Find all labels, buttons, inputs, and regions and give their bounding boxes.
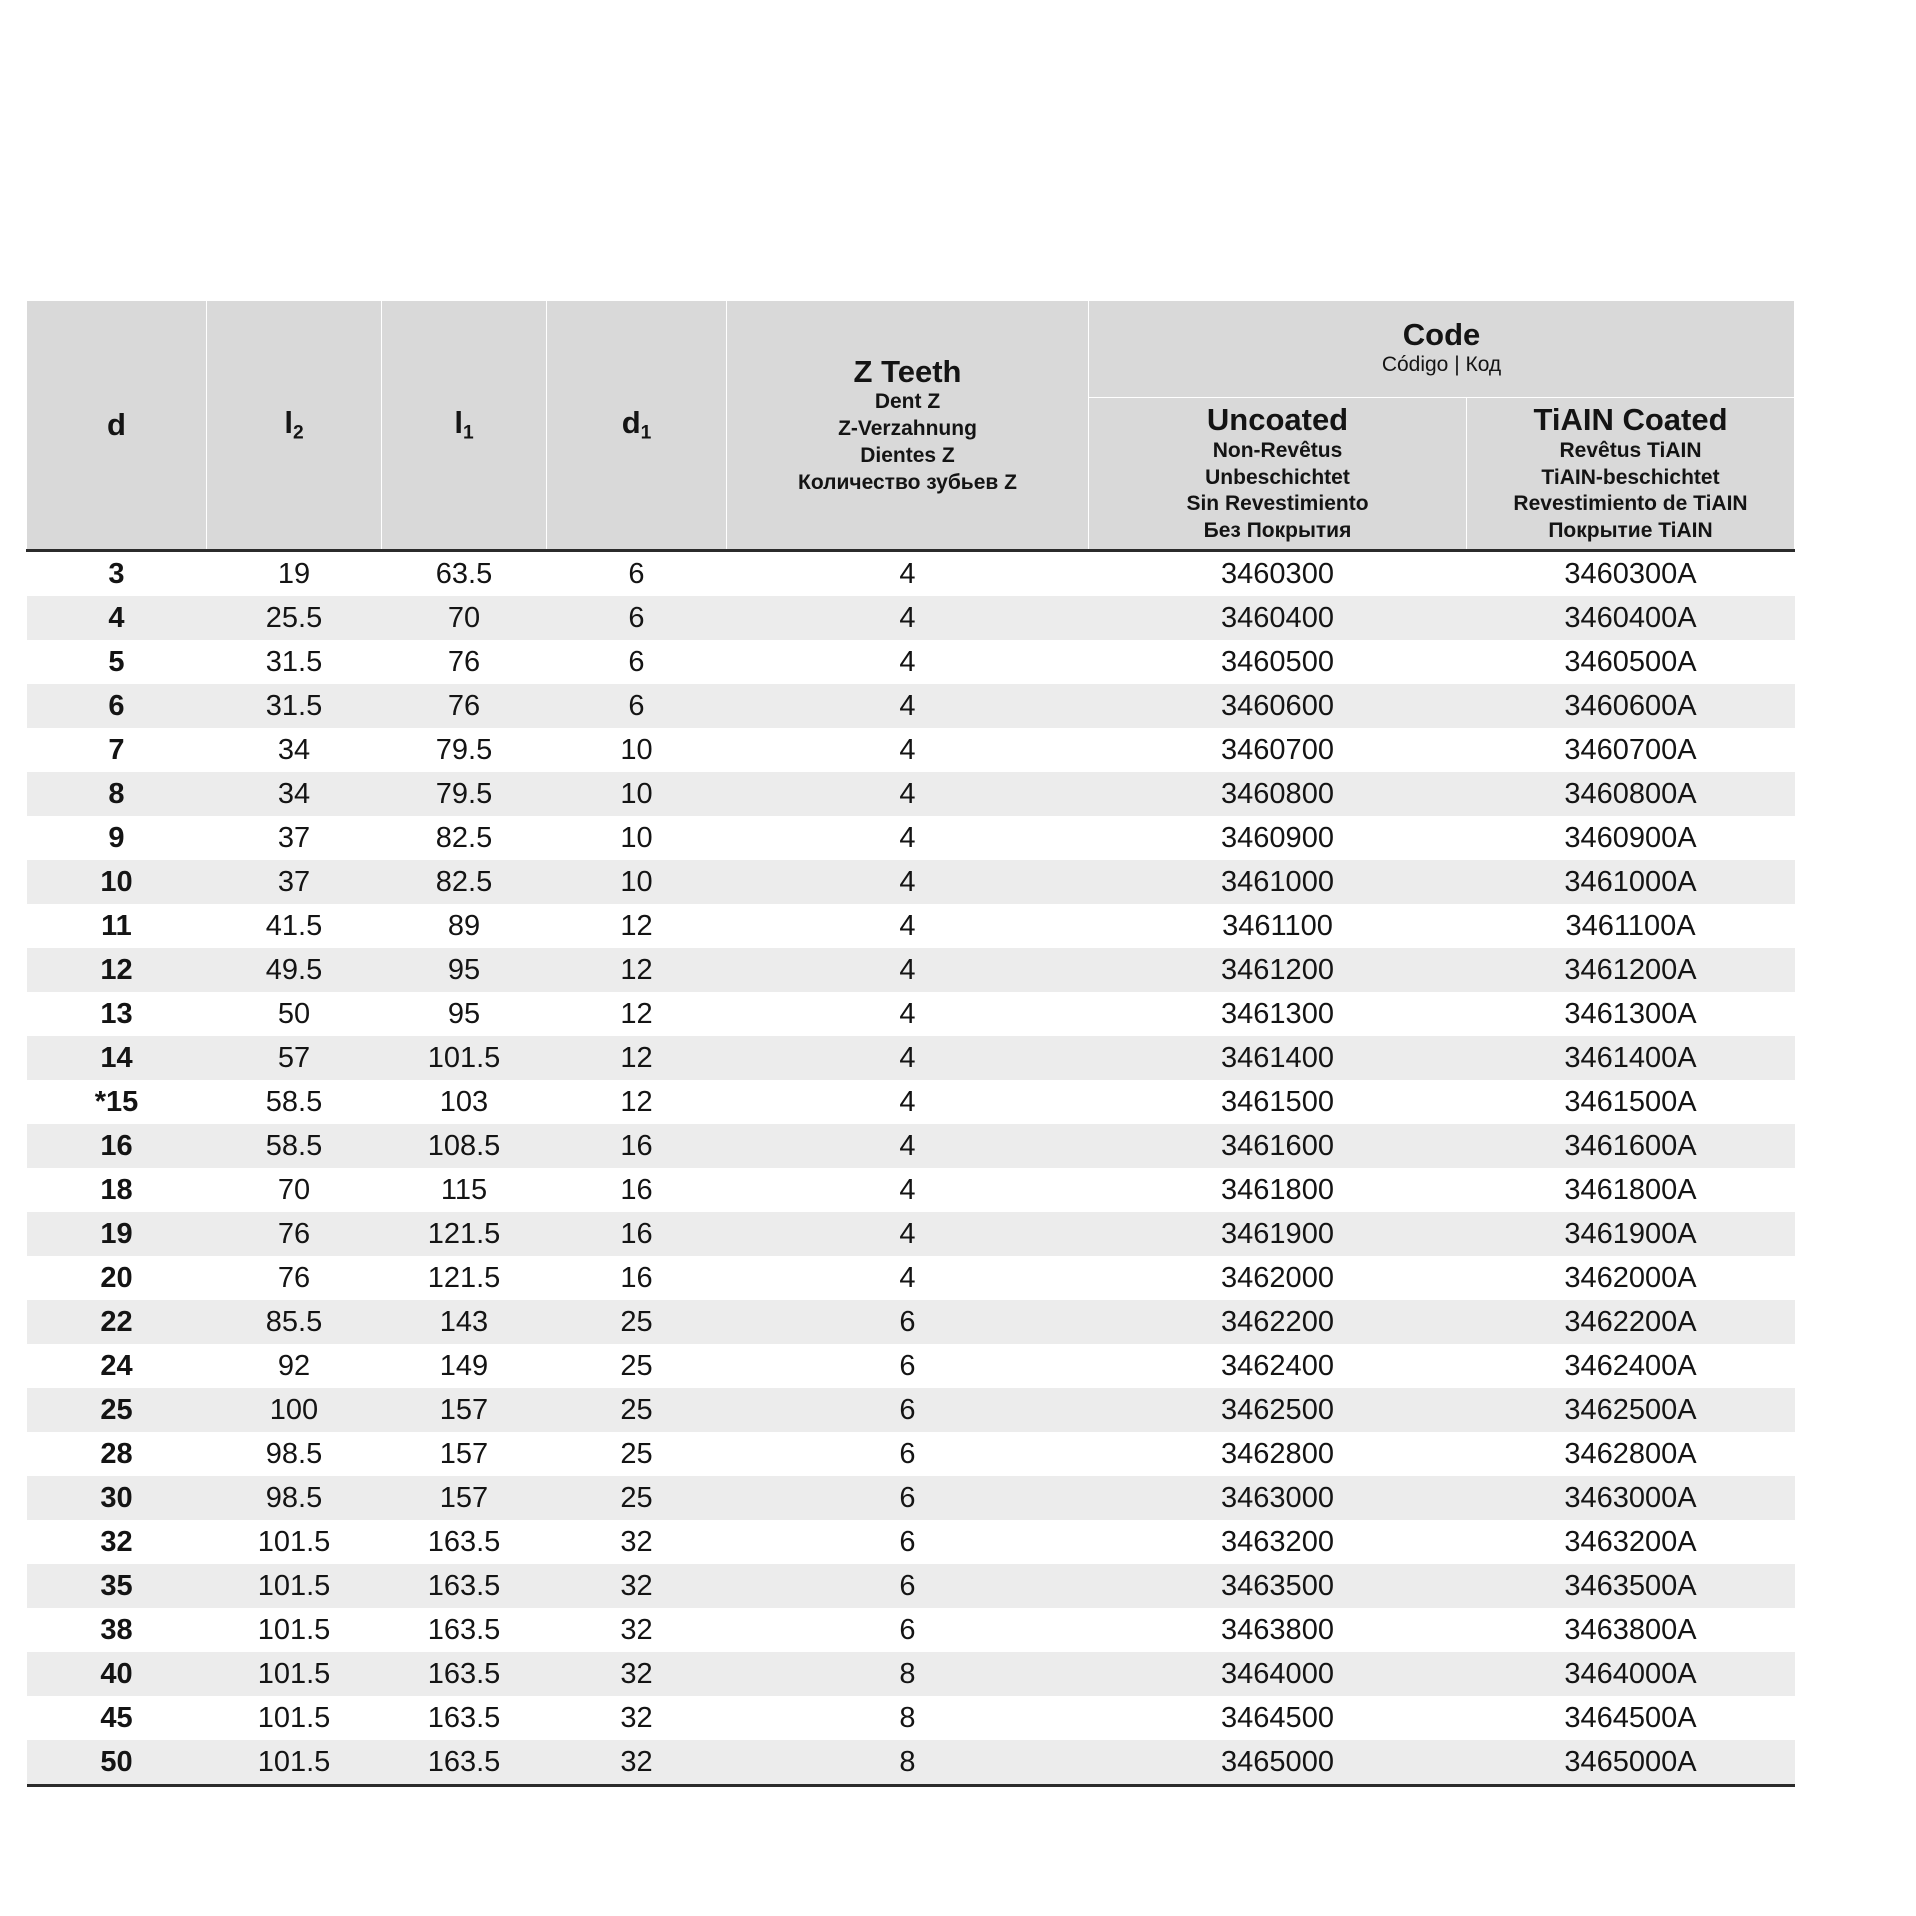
cell-code-uncoated: 3461000 [1089, 860, 1467, 904]
table-row [27, 1344, 1795, 1388]
cell-d1: 10 [547, 772, 727, 816]
cell-code-uncoated: 3464500 [1089, 1696, 1467, 1740]
cell-l2: 85.5 [207, 1300, 382, 1344]
cell-d: 28 [27, 1432, 207, 1476]
table-row [27, 816, 1795, 860]
cell-z-teeth: 4 [727, 596, 1089, 640]
cell-d1: 10 [547, 860, 727, 904]
cell-l1: 163.5 [382, 1564, 547, 1608]
column-header-l2: $l_2$ [207, 301, 382, 551]
cell-l1: 70 [382, 596, 547, 640]
cell-code-coated: 3465000A [1467, 1740, 1795, 1786]
cell-z-teeth: 4 [727, 904, 1089, 948]
table-row [27, 1696, 1795, 1740]
cell-d: 3 [27, 551, 207, 597]
cell-l2: 101.5 [207, 1564, 382, 1608]
cell-l1: 121.5 [382, 1212, 547, 1256]
cell-l1: 101.5 [382, 1036, 547, 1080]
table-row [27, 596, 1795, 640]
cell-code-uncoated: 3463000 [1089, 1476, 1467, 1520]
cell-code-uncoated: 3460600 [1089, 684, 1467, 728]
cell-code-coated: 3461300A [1467, 992, 1795, 1036]
cell-d1: 25 [547, 1432, 727, 1476]
cell-d1: 12 [547, 992, 727, 1036]
table-row [27, 948, 1795, 992]
table-row [27, 1256, 1795, 1300]
cell-l1: 115 [382, 1168, 547, 1212]
cell-code-coated: 3460700A [1467, 728, 1795, 772]
cell-l1: 163.5 [382, 1652, 547, 1696]
cell-code-coated: 3462000A [1467, 1256, 1795, 1300]
table-row [27, 1432, 1795, 1476]
cell-l1: 82.5 [382, 816, 547, 860]
cell-code-uncoated: 3463500 [1089, 1564, 1467, 1608]
table-row [27, 1124, 1795, 1168]
cell-d: 4 [27, 596, 207, 640]
cell-l1: 95 [382, 992, 547, 1036]
cell-code-uncoated: 3462200 [1089, 1300, 1467, 1344]
cell-l2: 37 [207, 860, 382, 904]
table-row [27, 860, 1795, 904]
cell-l2: 37 [207, 816, 382, 860]
cell-l1: 79.5 [382, 728, 547, 772]
cell-z-teeth: 4 [727, 1168, 1089, 1212]
cell-z-teeth: 6 [727, 1476, 1089, 1520]
cell-code-uncoated: 3461300 [1089, 992, 1467, 1036]
cell-d: 5 [27, 640, 207, 684]
cell-code-coated: 3460600A [1467, 684, 1795, 728]
cell-z-teeth: 4 [727, 551, 1089, 597]
table-body [27, 551, 1795, 1786]
table-row [27, 772, 1795, 816]
cell-z-teeth: 4 [727, 728, 1089, 772]
cell-d: 8 [27, 772, 207, 816]
cell-l1: 82.5 [382, 860, 547, 904]
cell-d1: 32 [547, 1652, 727, 1696]
cell-code-coated: 3461500A [1467, 1080, 1795, 1124]
table-row [27, 1564, 1795, 1608]
column-header-d1: $d_1$ [547, 301, 727, 551]
cell-code-coated: 3464000A [1467, 1652, 1795, 1696]
cell-d: 12 [27, 948, 207, 992]
cell-l2: 31.5 [207, 640, 382, 684]
cell-z-teeth: 4 [727, 860, 1089, 904]
cell-d1: 25 [547, 1476, 727, 1520]
cell-z-teeth: 8 [727, 1696, 1089, 1740]
cell-z-teeth: 4 [727, 1124, 1089, 1168]
cell-code-coated: 3461100A [1467, 904, 1795, 948]
cell-d1: 12 [547, 1080, 727, 1124]
cell-d1: 16 [547, 1124, 727, 1168]
cell-l2: 98.5 [207, 1476, 382, 1520]
specification-table [26, 300, 1795, 1787]
table-row [27, 992, 1795, 1036]
cell-d: 6 [27, 684, 207, 728]
cell-d: 14 [27, 1036, 207, 1080]
cell-l1: 157 [382, 1432, 547, 1476]
cell-code-coated: 3460800A [1467, 772, 1795, 816]
cell-z-teeth: 4 [727, 684, 1089, 728]
cell-z-teeth: 4 [727, 640, 1089, 684]
cell-z-teeth: 8 [727, 1740, 1089, 1786]
cell-code-coated: 3462500A [1467, 1388, 1795, 1432]
cell-code-uncoated: 3462400 [1089, 1344, 1467, 1388]
table-row [27, 1080, 1795, 1124]
table-row [27, 1740, 1795, 1786]
table-row [27, 1036, 1795, 1080]
cell-code-coated: 3463000A [1467, 1476, 1795, 1520]
cell-z-teeth: 8 [727, 1652, 1089, 1696]
cell-code-uncoated: 3463200 [1089, 1520, 1467, 1564]
cell-l1: 157 [382, 1388, 547, 1432]
cell-d: 25 [27, 1388, 207, 1432]
cell-d1: 16 [547, 1212, 727, 1256]
cell-z-teeth: 4 [727, 1256, 1089, 1300]
cell-code-coated: 3460400A [1467, 596, 1795, 640]
cell-l2: 101.5 [207, 1652, 382, 1696]
cell-l2: 76 [207, 1256, 382, 1300]
cell-d: 24 [27, 1344, 207, 1388]
table-row [27, 684, 1795, 728]
cell-code-coated: 3461900A [1467, 1212, 1795, 1256]
cell-d: 45 [27, 1696, 207, 1740]
cell-z-teeth: 4 [727, 816, 1089, 860]
cell-code-coated: 3463200A [1467, 1520, 1795, 1564]
cell-z-teeth: 4 [727, 992, 1089, 1036]
cell-d: 40 [27, 1652, 207, 1696]
cell-code-uncoated: 3460300 [1089, 551, 1467, 597]
cell-code-uncoated: 3461200 [1089, 948, 1467, 992]
column-header-tialn-coated: TiAIN Coated Revêtus TiAIN TiAIN-beschichtet Revestimiento de TiAIN Покрытие TiAIN [1467, 398, 1795, 551]
cell-l1: 89 [382, 904, 547, 948]
cell-l2: 101.5 [207, 1520, 382, 1564]
cell-d1: 32 [547, 1564, 727, 1608]
table-row [27, 1608, 1795, 1652]
spec-table-container [26, 300, 1794, 1787]
cell-l2: 101.5 [207, 1740, 382, 1786]
cell-l1: 143 [382, 1300, 547, 1344]
cell-code-coated: 3463800A [1467, 1608, 1795, 1652]
cell-l1: 163.5 [382, 1696, 547, 1740]
cell-code-uncoated: 3462800 [1089, 1432, 1467, 1476]
cell-l2: 70 [207, 1168, 382, 1212]
cell-code-coated: 3463500A [1467, 1564, 1795, 1608]
cell-d1: 10 [547, 816, 727, 860]
table-row [27, 551, 1795, 597]
cell-z-teeth: 6 [727, 1300, 1089, 1344]
cell-d1: 16 [547, 1256, 727, 1300]
cell-l2: 58.5 [207, 1124, 382, 1168]
cell-code-coated: 3461800A [1467, 1168, 1795, 1212]
cell-code-uncoated: 3462500 [1089, 1388, 1467, 1432]
table-row [27, 1388, 1795, 1432]
cell-l2: 98.5 [207, 1432, 382, 1476]
cell-code-coated: 3460900A [1467, 816, 1795, 860]
cell-code-uncoated: 3460900 [1089, 816, 1467, 860]
table-row [27, 728, 1795, 772]
cell-d1: 12 [547, 1036, 727, 1080]
cell-d: 13 [27, 992, 207, 1036]
cell-d: 18 [27, 1168, 207, 1212]
cell-l1: 157 [382, 1476, 547, 1520]
table-row [27, 1652, 1795, 1696]
cell-d1: 6 [547, 684, 727, 728]
cell-l2: 57 [207, 1036, 382, 1080]
cell-z-teeth: 4 [727, 772, 1089, 816]
cell-code-coated: 3464500A [1467, 1696, 1795, 1740]
cell-l1: 149 [382, 1344, 547, 1388]
cell-code-uncoated: 3462000 [1089, 1256, 1467, 1300]
cell-code-uncoated: 3461900 [1089, 1212, 1467, 1256]
cell-l2: 101.5 [207, 1696, 382, 1740]
cell-d1: 32 [547, 1608, 727, 1652]
cell-l2: 34 [207, 772, 382, 816]
cell-l1: 108.5 [382, 1124, 547, 1168]
table-row [27, 640, 1795, 684]
column-header-l1: $l_1$ [382, 301, 547, 551]
cell-z-teeth: 4 [727, 1036, 1089, 1080]
cell-d1: 6 [547, 596, 727, 640]
cell-d1: 12 [547, 904, 727, 948]
cell-l1: 76 [382, 684, 547, 728]
cell-code-coated: 3462800A [1467, 1432, 1795, 1476]
cell-code-uncoated: 3460800 [1089, 772, 1467, 816]
cell-l1: 63.5 [382, 551, 547, 597]
cell-d1: 6 [547, 640, 727, 684]
cell-l2: 41.5 [207, 904, 382, 948]
cell-d: 50 [27, 1740, 207, 1786]
cell-d1: 32 [547, 1740, 727, 1786]
cell-d: 20 [27, 1256, 207, 1300]
cell-z-teeth: 4 [727, 948, 1089, 992]
column-header-uncoated: Uncoated Non-Revêtus Unbeschichtet Sin Revestimiento Без Покрытия [1089, 398, 1467, 551]
cell-code-coated: 3460500A [1467, 640, 1795, 684]
cell-code-uncoated: 3465000 [1089, 1740, 1467, 1786]
cell-z-teeth: 6 [727, 1432, 1089, 1476]
cell-d1: 32 [547, 1696, 727, 1740]
table-row [27, 1520, 1795, 1564]
cell-d1: 12 [547, 948, 727, 992]
cell-code-coated: 3461000A [1467, 860, 1795, 904]
cell-d: 16 [27, 1124, 207, 1168]
cell-z-teeth: 6 [727, 1564, 1089, 1608]
cell-d1: 25 [547, 1300, 727, 1344]
cell-z-teeth: 4 [727, 1080, 1089, 1124]
cell-code-coated: 3460300A [1467, 551, 1795, 597]
cell-l2: 25.5 [207, 596, 382, 640]
cell-l2: 101.5 [207, 1608, 382, 1652]
cell-l1: 95 [382, 948, 547, 992]
cell-code-coated: 3461400A [1467, 1036, 1795, 1080]
cell-d: 35 [27, 1564, 207, 1608]
cell-l2: 92 [207, 1344, 382, 1388]
cell-l1: 103 [382, 1080, 547, 1124]
cell-code-coated: 3462200A [1467, 1300, 1795, 1344]
cell-d: 9 [27, 816, 207, 860]
column-header-code-group: Code Código | Код [1089, 301, 1795, 398]
cell-code-uncoated: 3463800 [1089, 1608, 1467, 1652]
cell-l1: 163.5 [382, 1520, 547, 1564]
cell-code-uncoated: 3461400 [1089, 1036, 1467, 1080]
cell-d: 19 [27, 1212, 207, 1256]
cell-l2: 50 [207, 992, 382, 1036]
cell-l1: 121.5 [382, 1256, 547, 1300]
cell-d1: 6 [547, 551, 727, 597]
cell-z-teeth: 6 [727, 1344, 1089, 1388]
cell-code-uncoated: 3460400 [1089, 596, 1467, 640]
column-header-d: d [27, 301, 207, 551]
cell-d: 11 [27, 904, 207, 948]
cell-d: 38 [27, 1608, 207, 1652]
cell-code-coated: 3461200A [1467, 948, 1795, 992]
column-header-z-teeth: Z Teeth Dent Z Z-Verzahnung Dientes Z Количество зубьев Z [727, 301, 1089, 551]
cell-code-uncoated: 3461500 [1089, 1080, 1467, 1124]
header-row-top [27, 301, 1795, 398]
cell-code-uncoated: 3461100 [1089, 904, 1467, 948]
table-head [27, 301, 1795, 551]
cell-l2: 100 [207, 1388, 382, 1432]
cell-d1: 32 [547, 1520, 727, 1564]
cell-z-teeth: 6 [727, 1608, 1089, 1652]
cell-d: 32 [27, 1520, 207, 1564]
cell-l1: 79.5 [382, 772, 547, 816]
cell-l2: 76 [207, 1212, 382, 1256]
cell-l1: 76 [382, 640, 547, 684]
cell-d: 10 [27, 860, 207, 904]
table-row [27, 904, 1795, 948]
cell-code-uncoated: 3461600 [1089, 1124, 1467, 1168]
table-row [27, 1476, 1795, 1520]
cell-z-teeth: 6 [727, 1520, 1089, 1564]
cell-d: *15 [27, 1080, 207, 1124]
cell-d: 30 [27, 1476, 207, 1520]
cell-code-uncoated: 3460500 [1089, 640, 1467, 684]
cell-d1: 16 [547, 1168, 727, 1212]
cell-l2: 58.5 [207, 1080, 382, 1124]
cell-l2: 31.5 [207, 684, 382, 728]
cell-code-uncoated: 3464000 [1089, 1652, 1467, 1696]
cell-l2: 34 [207, 728, 382, 772]
cell-z-teeth: 6 [727, 1388, 1089, 1432]
cell-d1: 10 [547, 728, 727, 772]
cell-d1: 25 [547, 1388, 727, 1432]
cell-l1: 163.5 [382, 1740, 547, 1786]
cell-code-uncoated: 3460700 [1089, 728, 1467, 772]
cell-code-coated: 3461600A [1467, 1124, 1795, 1168]
cell-l2: 19 [207, 551, 382, 597]
cell-code-uncoated: 3461800 [1089, 1168, 1467, 1212]
table-row [27, 1212, 1795, 1256]
cell-code-coated: 3462400A [1467, 1344, 1795, 1388]
cell-d1: 25 [547, 1344, 727, 1388]
cell-l1: 163.5 [382, 1608, 547, 1652]
cell-d: 22 [27, 1300, 207, 1344]
cell-z-teeth: 4 [727, 1212, 1089, 1256]
table-row [27, 1168, 1795, 1212]
cell-l2: 49.5 [207, 948, 382, 992]
table-row [27, 1300, 1795, 1344]
cell-d: 7 [27, 728, 207, 772]
